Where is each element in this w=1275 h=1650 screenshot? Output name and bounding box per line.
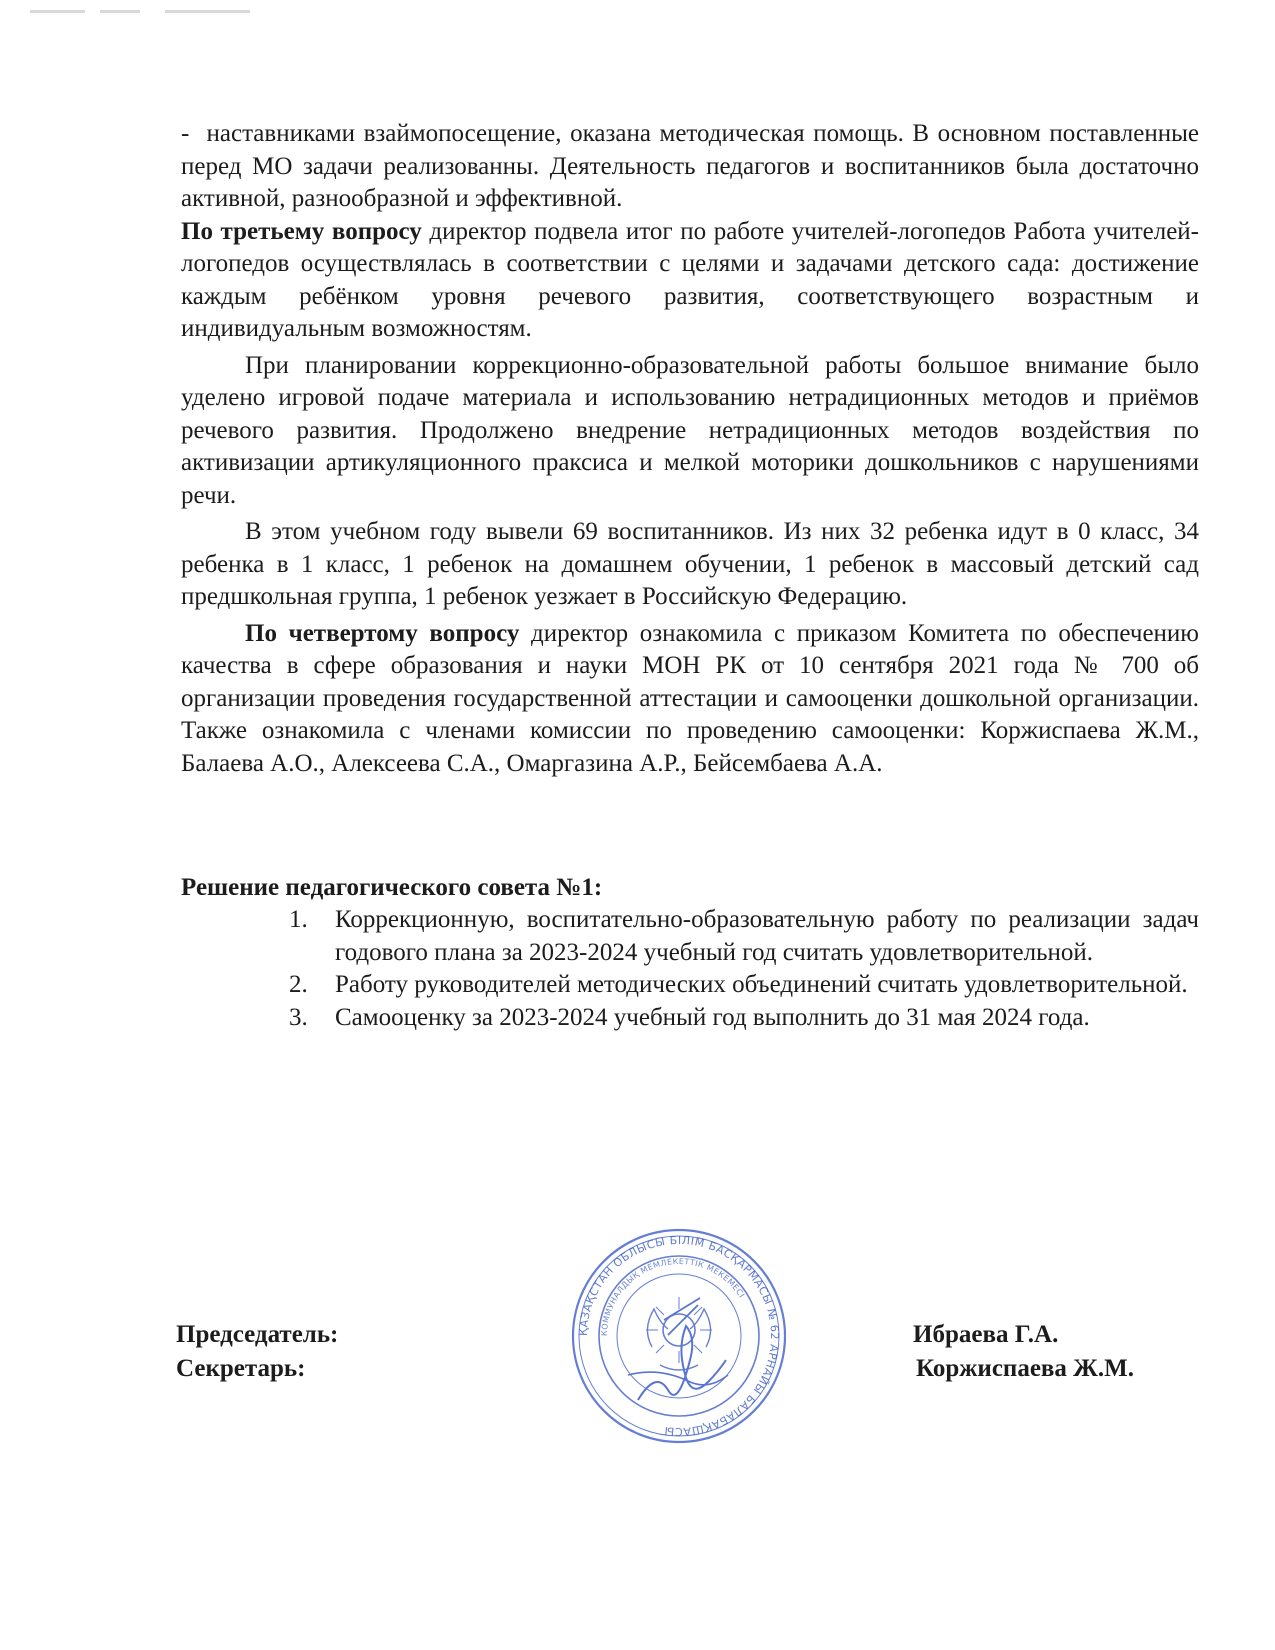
chair-name: Ибраева Г.А. — [913, 1321, 1059, 1348]
question-4-lead: По четвертому вопросу — [245, 619, 520, 647]
decision-title: Решение педагогического совета №1: — [181, 874, 603, 901]
list-dash: - — [181, 120, 190, 147]
decision-item — [289, 1002, 1199, 1035]
planning-paragraph: При планировании коррекционно-образовательной работы большое внимание было уделено игровой подаче материала и использованию нетрадиционных методов и приёмов речевого развития. Продолжено внедрение нетрадиционных методов воздействия по активизации артикуляционного праксиса и мелкой моторики дошкольников с нарушениями речи. — [181, 351, 1199, 509]
secretary-label: Секретарь: — [176, 1355, 306, 1382]
question-4-paragraph — [181, 618, 1199, 781]
decision-item — [289, 904, 1199, 969]
secretary-name: Коржиспаева Ж.М. — [916, 1355, 1134, 1382]
scan-artifact — [165, 10, 250, 13]
scan-artifact — [30, 10, 85, 13]
protocol-body — [181, 118, 1199, 780]
decision-item-text: Работу руководителей методических объединений считать удовлетворительной. — [335, 971, 1188, 998]
svg-text:КОММУНАЛДЫҚ МЕМЛЕКЕТТІК МЕКЕМЕ: КОММУНАЛДЫҚ МЕМЛЕКЕТТІК МЕКЕМЕСІ — [599, 1256, 747, 1337]
question-3-paragraph — [181, 216, 1199, 346]
decision-item-number: 3. — [289, 1003, 308, 1031]
decision-list — [289, 904, 1199, 1034]
decision-item-text: Коррекционную, воспитательно-образовательную работу по реализации задач годового плана за 2023-2024 учебный год считать удовлетворительной. — [335, 906, 1199, 966]
question-4-text: директор ознакомила с приказом Комитета по обеспечению качества в сфере образования и науки МОН РК от 10 сентября 2021 года № 700 об организации проведения государственной аттестации и самооценки дошкольной организации. Также ознакомила с членами комиссии по проведению самооценки: Коржиспаева Ж.М., Балаева А.О., Алексеева С.А., Омаргазина А.Р., Бейсембаева А.А. — [181, 619, 1199, 777]
question-3-lead: По третьему вопросу — [181, 217, 422, 245]
decision-item — [289, 969, 1199, 1002]
decision-item-number: 1. — [289, 906, 308, 933]
scan-artifact — [100, 10, 140, 13]
question-3-text: директор подвела итог по работе учителей-логопедов Работа учителей-логопедов осуществлялась в соответствии с целями и задачами детского сада: достижение каждым ребёнком уровня речевого развития, соответствующего возрастным и индивидуальным возможностям. — [181, 217, 1199, 342]
decision-item-number: 2. — [289, 971, 308, 998]
intro-text: наставниками взаймопосещение, оказана методическая помощь. В основном поставленные перед МО задачи реализованны. Деятельность педагогов и воспитанников была достаточно активной, разнообразной и эффективной. — [181, 120, 1200, 212]
svg-text:ҚАЗАҚСТАН ОБЛЫСЫ БІЛІМ БАСҚАРМ: ҚАЗАҚСТАН ОБЛЫСЫ БІЛІМ БАСҚАРМАСЫ № 62 АРНАЙЫ БАЛАБАҚШАСЫ — [576, 1233, 782, 1439]
chair-label: Председатель: — [176, 1321, 339, 1348]
intro-paragraph — [181, 118, 1199, 216]
official-stamp-icon — [568, 1225, 790, 1447]
decision-item-text: Самооценку за 2023-2024 учебный год выполнить до 31 мая 2024 года. — [335, 1003, 1090, 1031]
graduates-paragraph: В этом учебном году вывели 69 воспитанников. Из них 32 ребенка идут в 0 класс, 34 ребенка в 1 класс, 1 ребенок на домашнем обучении, 1 ребенок в массовый детский сад предшкольная группа, 1 ребенок уезжает в Российскую Федерацию. — [181, 518, 1199, 610]
